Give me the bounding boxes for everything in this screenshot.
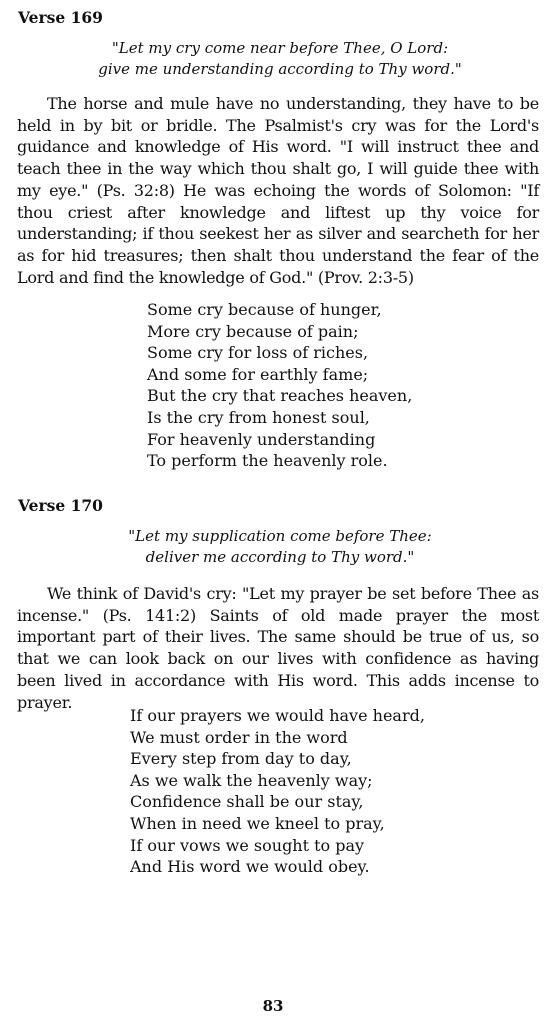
verse-169-quote-line-1: "Let my cry come near before Thee, O Lord:: [111, 39, 449, 57]
verse-169-poem: [147, 299, 412, 472]
poem-line: For heavenly understanding: [147, 429, 376, 449]
poem-line: When in need we kneel to pray,: [130, 813, 385, 833]
poem-line: Is the cry from honest soul,: [147, 407, 370, 427]
verse-169-heading: Verse 169: [18, 8, 103, 27]
verse-170-quote: [60, 526, 500, 568]
poem-line: Every step from day to day,: [130, 749, 352, 769]
poem-line: Confidence shall be our stay,: [130, 792, 364, 812]
poem-line: To perform the heavenly role.: [147, 451, 388, 471]
poem-line: If our prayers we would have heard,: [130, 706, 425, 725]
poem-line: If our vows we sought to pay: [130, 835, 365, 855]
verse-169-quote-line-2: give me understanding according to Thy word.": [98, 60, 462, 78]
verse-170-poem: [130, 705, 425, 878]
poem-line: Some cry because of hunger,: [147, 300, 382, 319]
verse-170-quote-line-2: deliver me according to Thy word.": [145, 548, 415, 566]
poem-line: And some for earthly fame;: [147, 364, 369, 384]
poem-line: We must order in the word: [130, 727, 348, 747]
verse-170-quote-line-1: "Let my supplication come before Thee:: [128, 527, 432, 545]
verse-170-heading: Verse 170: [18, 496, 103, 515]
verse-169-commentary: The horse and mule have no understanding, they have to be held in by bit or bridle. The Psalmist's cry was for the Lord's guidance and knowledge of His word. "I will instruct thee and teach thee in the way which thou shalt go, I will guide thee with my eye." (Ps. 32:8) He was echoing the words of Solomon: "If thou criest after knowledge and liftest up thy voice for understanding; if thou seekest her as silver and searcheth for her as for hid treasures; then shalt thou understand the fear of the Lord and find the knowledge of God." (Prov. 2:3-5): [17, 94, 539, 287]
poem-line: And His word we would obey.: [130, 857, 370, 877]
poem-line: As we walk the heavenly way;: [130, 770, 373, 790]
verse-170-commentary: We think of David's cry: "Let my prayer be set before Thee as incense." (Ps. 141:2) Saints of old made prayer the most important part of their lives. The same should be true of us, so that we can look back on our lives with confidence as having been lived in accordance with His word. This adds incense to prayer.: [17, 584, 539, 712]
verse-169-quote: [60, 38, 500, 80]
poem-line: More cry because of pain;: [147, 321, 359, 341]
poem-line: Some cry for loss of riches,: [147, 343, 369, 363]
poem-line: But the cry that reaches heaven,: [147, 386, 413, 406]
page-number: 83: [262, 997, 284, 1015]
